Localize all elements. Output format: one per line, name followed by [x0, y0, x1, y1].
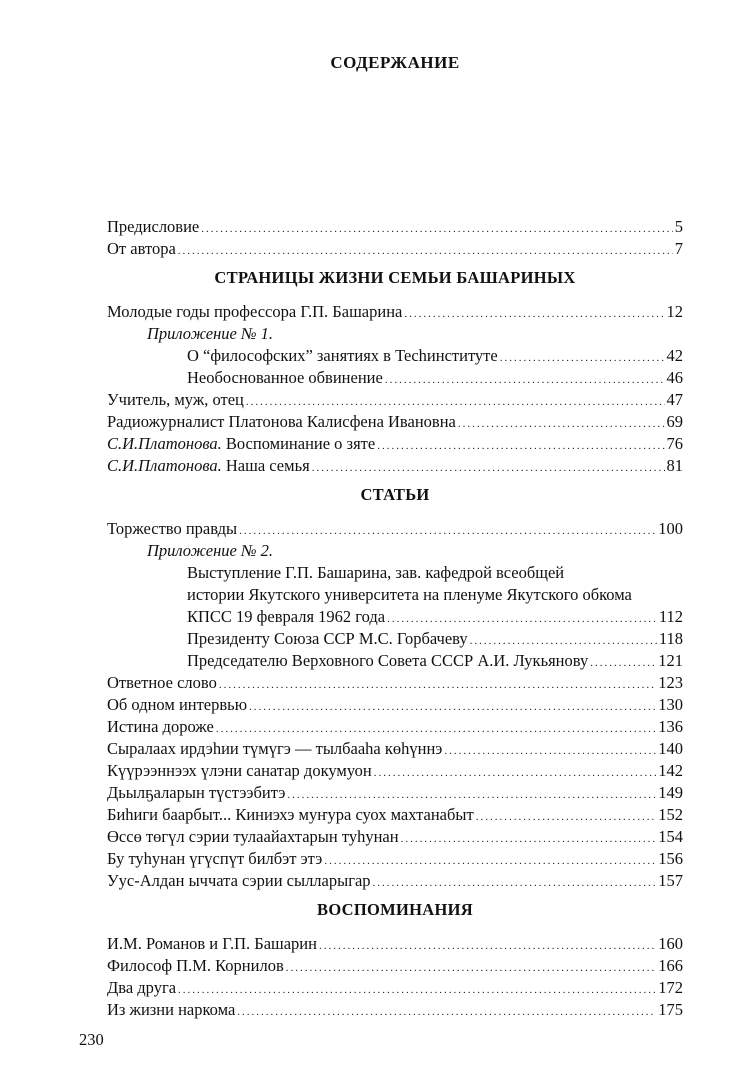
dot-leader	[476, 806, 657, 828]
toc-entry[interactable]	[107, 933, 683, 955]
toc-entry-title: Ответное слово	[107, 673, 217, 692]
toc-entry-page: 175	[658, 1000, 683, 1019]
dot-leader	[324, 850, 656, 872]
toc-entry-page: 81	[666, 456, 683, 475]
dot-leader	[387, 608, 657, 630]
toc-entry[interactable]	[107, 367, 683, 389]
appendix-label: Приложение № 2.	[147, 541, 274, 560]
toc-entry-title: И.М. Романов и Г.П. Башарин	[107, 934, 317, 953]
dot-leader	[239, 520, 656, 542]
toc-entry-title-line: истории Якутского университета на пленуме Якутского обкома	[187, 585, 632, 604]
toc-entry[interactable]	[107, 301, 683, 323]
toc-entry-title: Учитель, муж, отец	[107, 390, 244, 409]
toc-entry[interactable]	[107, 716, 683, 738]
dot-leader	[178, 979, 656, 1001]
toc-entry-title: Из жизни наркома	[107, 1000, 236, 1019]
toc-entry[interactable]	[107, 870, 683, 892]
toc-entry-title: Философ П.М. Корнилов	[107, 956, 284, 975]
toc-entry[interactable]	[107, 411, 683, 433]
toc-entry-page: 121	[658, 651, 683, 670]
section-heading: СТАТЬИ	[360, 485, 430, 504]
toc-entry-author: С.И.Платонова.	[107, 456, 222, 475]
toc-entry[interactable]	[107, 433, 683, 455]
toc-entry-page: 118	[658, 629, 683, 648]
dot-leader	[385, 369, 665, 391]
toc-entry-author: С.И.Платонова.	[107, 434, 222, 453]
toc-entry-page: 76	[666, 434, 683, 453]
toc-entry-title: Уус-Алдан ыччата сэрии сылларыгар	[107, 871, 371, 890]
toc-entry-title	[107, 455, 310, 477]
toc-entry-title-text: Воспоминание о зяте	[225, 434, 376, 453]
dot-leader	[373, 872, 657, 894]
dot-leader	[458, 413, 665, 435]
dot-leader	[216, 718, 656, 740]
appendix-label: Приложение № 1.	[147, 324, 274, 343]
toc-entry[interactable]	[107, 738, 683, 760]
toc-entry[interactable]	[107, 782, 683, 804]
toc-entry[interactable]	[107, 826, 683, 848]
toc-entry-page: 47	[666, 390, 683, 409]
toc-entry-page: 166	[658, 956, 683, 975]
toc-entry-title: Предисловие	[107, 217, 200, 236]
toc-entry-from-author[interactable]	[107, 238, 683, 260]
toc-entry-title: КПСС 19 февраля 1962 года	[187, 607, 386, 626]
dot-leader	[178, 240, 673, 262]
page-number: 230	[79, 1030, 104, 1049]
toc-entry-title	[107, 433, 375, 455]
toc-entry-title: Председателю Верховного Совета СССР А.И. Лукьянову	[187, 651, 589, 670]
toc-entry-page: 157	[658, 871, 683, 890]
toc-entry[interactable]	[107, 999, 683, 1021]
toc-entry-title-text: Наша семья	[225, 456, 310, 475]
toc-entry-title: Күүрээннээх үлэни санатар докумуон	[107, 761, 372, 780]
toc-entry[interactable]	[107, 518, 683, 540]
toc-entry-page: 160	[658, 934, 683, 953]
toc-entry-title: Сыралаах ирдэһии түмүгэ — тылбааһа көһүннэ	[107, 739, 443, 758]
toc-entry-title: Об одном интервью	[107, 695, 248, 714]
toc-entry[interactable]	[107, 804, 683, 826]
toc-entry-page: 69	[666, 412, 683, 431]
toc-entry-title: Дьылҕаларын түстээбитэ	[107, 783, 286, 802]
dot-leader	[249, 696, 656, 718]
dot-leader	[377, 435, 664, 457]
dot-leader	[286, 957, 657, 979]
dot-leader	[444, 740, 656, 762]
toc-entry-title: Необоснованное обвинение	[187, 368, 383, 387]
toc-entry[interactable]	[107, 389, 683, 411]
dot-leader	[319, 935, 656, 957]
toc-entry[interactable]	[107, 650, 683, 672]
toc-entry-page: 152	[658, 805, 683, 824]
toc-entry-title: Бу туһунан үгүспүт билбэт этэ	[107, 849, 323, 868]
table-of-contents	[107, 216, 683, 1021]
toc-entry-page: 123	[658, 673, 683, 692]
toc-entry-preface[interactable]	[107, 216, 683, 238]
toc-entry[interactable]	[107, 606, 683, 628]
toc-entry-title: Молодые годы профессора Г.П. Башарина	[107, 302, 403, 321]
toc-entry-page: 156	[658, 849, 683, 868]
toc-entry-title: Истина дороже	[107, 717, 214, 736]
toc-entry-title: От автора	[107, 239, 176, 258]
toc-entry-title: Президенту Союза ССР М.С. Горбачеву	[187, 629, 468, 648]
toc-entry[interactable]	[107, 760, 683, 782]
toc-entry-page: 100	[658, 519, 683, 538]
dot-leader	[590, 652, 656, 674]
dot-leader	[246, 391, 665, 413]
toc-entry-page: 112	[658, 607, 683, 626]
toc-entry-page: 149	[658, 783, 683, 802]
toc-entry[interactable]	[107, 694, 683, 716]
toc-entry[interactable]	[107, 955, 683, 977]
toc-entry-title: Өссө төгүл сэрии тулаайахтарын туһунан	[107, 827, 399, 846]
toc-entry[interactable]	[107, 848, 683, 870]
dot-leader	[374, 762, 657, 784]
toc-entry-title-line: Выступление Г.П. Башарина, зав. кафедрой всеобщей	[187, 563, 565, 582]
dot-leader	[404, 303, 664, 325]
toc-entry-page: 142	[658, 761, 683, 780]
dot-leader	[500, 347, 665, 369]
toc-entry-page: 5	[674, 217, 683, 236]
toc-entry-page: 42	[666, 346, 683, 365]
toc-entry-title: О “философских” занятиях в Techинституте	[187, 346, 498, 365]
dot-leader	[470, 630, 657, 652]
toc-entry-page: 130	[658, 695, 683, 714]
toc-entry-page: 12	[666, 302, 683, 321]
page-title: СОДЕРЖАНИЕ	[330, 53, 460, 72]
toc-entry[interactable]	[107, 672, 683, 694]
dot-leader	[401, 828, 657, 850]
toc-entry-title: Биһиги баарбыт... Киниэхэ муҥура суох махтанабыт	[107, 805, 474, 824]
toc-entry-title: Два друга	[107, 978, 177, 997]
toc-entry[interactable]	[107, 628, 683, 650]
section-heading: СТРАНИЦЫ ЖИЗНИ СЕМЬИ БАШАРИНЫХ	[214, 268, 576, 287]
toc-entry[interactable]	[107, 455, 683, 477]
dot-leader	[312, 457, 665, 479]
toc-entry[interactable]	[107, 977, 683, 999]
toc-entry-page: 46	[666, 368, 683, 387]
toc-entry-page: 172	[658, 978, 683, 997]
toc-entry-page: 154	[658, 827, 683, 846]
dot-leader	[219, 674, 656, 696]
dot-leader	[287, 784, 656, 806]
dot-leader	[201, 218, 673, 240]
toc-entry-title: Торжество правды	[107, 519, 238, 538]
toc-entry-page: 140	[658, 739, 683, 758]
toc-entry-title: Радиожурналист Платонова Калисфена Ивановна	[107, 412, 456, 431]
toc-entry-page: 7	[674, 239, 683, 258]
dot-leader	[237, 1001, 656, 1023]
toc-entry-page: 136	[658, 717, 683, 736]
section-heading: ВОСПОМИНАНИЯ	[317, 900, 473, 919]
toc-entry[interactable]	[107, 345, 683, 367]
